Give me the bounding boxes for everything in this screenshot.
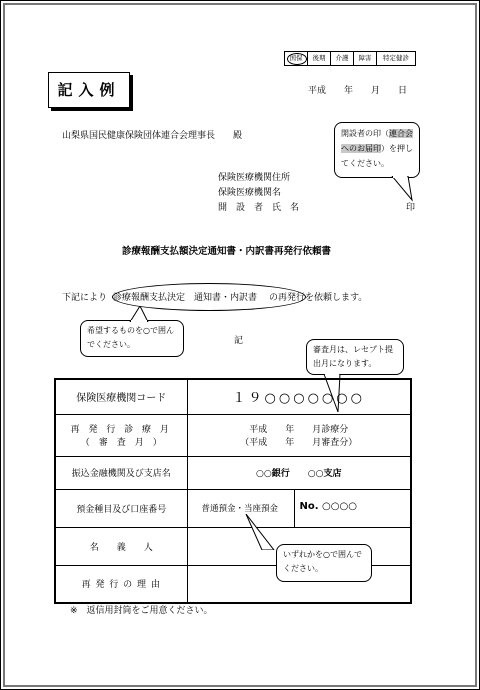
callout-choose-tail: [126, 306, 152, 322]
institution-code-field[interactable]: １９○○○○○○○: [187, 379, 411, 414]
date-line: 平成 年 月 日: [308, 86, 408, 96]
insurance-type-shougai[interactable]: 障害: [353, 51, 377, 66]
callout-month: 審査月は、レセプト提出月になります。: [306, 339, 404, 375]
callout-choose: 希望するものを○で囲んでください。: [80, 320, 184, 357]
bank-branch-field[interactable]: ○○銀行 ○○支店: [187, 456, 411, 489]
founder-name-label: 開 設 者 氏 名: [218, 203, 300, 213]
requested-documents[interactable]: 診療報酬支払決定 通知書・内訳書: [113, 293, 258, 303]
insurance-type-kokuho[interactable]: 国保: [284, 51, 308, 66]
institution-name-label: 保険医療機関名: [218, 188, 282, 198]
request-sentence: 下記により 診療報酬支払決定 通知書・内訳書 の再発行を依頼します。: [62, 293, 368, 303]
deposit-type[interactable]: 普通預金・当座預金: [201, 503, 279, 514]
insurance-type-tokutei-kenshin[interactable]: 特定健診: [376, 51, 416, 66]
table-row-bank-branch: [55, 456, 411, 489]
label-account-holder: 名 義 人: [55, 527, 187, 565]
label-reissue-reason: 再 発 行 の 理 由: [55, 565, 187, 603]
table-row-reissue-month: [55, 414, 411, 456]
account-cell-divider: [294, 490, 295, 527]
label-account: 預金種目及び口座番号: [55, 489, 187, 527]
document-title: 診療報酬支払額決定通知書・内訳書再発行依頼書: [122, 246, 332, 257]
seal-mark: 印: [406, 203, 416, 213]
example-label: 記入例: [48, 72, 130, 108]
ki-label: 記: [234, 336, 244, 346]
callout-either: いずれかを○で囲んでください。: [276, 544, 372, 582]
account-number: No. ○○○○: [299, 500, 357, 512]
callout-seal-tail: [390, 176, 416, 202]
label-bank-branch: 振込金融機関及び支店名: [55, 456, 187, 489]
reissue-month-field[interactable]: 平成 年 月診療分 （平成 年 月審査分）: [187, 414, 411, 456]
footnote: ※ 返信用封筒をご用意ください。: [70, 606, 213, 616]
insurance-type-kouki[interactable]: 後期: [307, 51, 331, 66]
label-institution-code: 保険医療機関コード: [55, 379, 187, 414]
selected-circle-mark: [287, 53, 307, 65]
insurance-type-kaigo[interactable]: 介護: [330, 51, 354, 66]
addressee: 山梨県国民健康保険団体連合会理事長 殿: [62, 131, 243, 141]
table-row-account: [55, 489, 411, 527]
account-field[interactable]: [187, 489, 411, 527]
callout-seal: 開設者の印（連合会へのお届印）を押してください。: [334, 122, 420, 178]
callout-either-tail: [238, 514, 278, 550]
table-row-institution-code: [55, 379, 411, 414]
label-reissue-month: 再 発 行 診 療 月 （ 審 査 月 ）: [55, 414, 187, 456]
institution-address-label: 保険医療機関住所: [218, 173, 291, 183]
insurance-type-boxes: [285, 51, 416, 66]
